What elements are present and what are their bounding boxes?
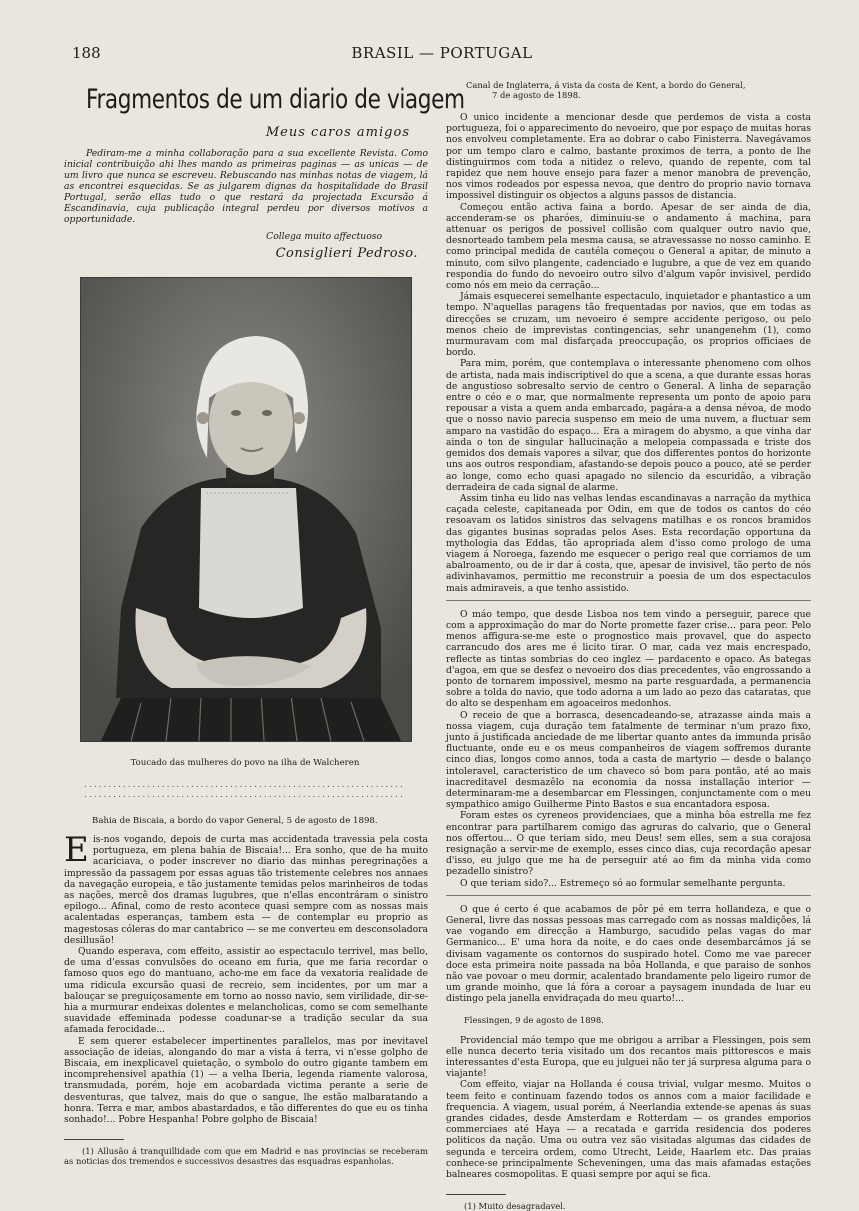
body-paragraph: Jámais esquecerei semelhante espectaculo, inquietador e phantastico a um tempo. N'aquellas paragens tão frequentadas por navios, que em todas as direcções se cruzam, um nevoeiro é sempre accidente perigoso, ou pelo menos cheio de imprevistas contingencias, sehr unangenehm (1), como murmuravam com mal disfarçada preoccupação, os proprios officiaes de bordo. xyxy=(446,291,811,359)
dateline-canal: Canal de Inglaterra, á vista da costa de Kent, a bordo do General, 7 de agosto de 1898. xyxy=(466,80,746,100)
dateline-biscaia: Bahia de Biscaia, a bordo do vapor General, 5 de agosto de 1898. xyxy=(92,816,378,826)
footnote: (1) Muito desagradavel. xyxy=(464,1201,566,1211)
separator-dots: .................................................................. xyxy=(84,780,405,790)
page-number: 188 xyxy=(72,44,101,62)
body-paragraph: Assim tinha eu lido nas velhas lendas escandinavas a narração da mythica caçada celeste, capitaneada por Odin, em que de todos os cantos do céo resoavam os latidos sinistros das selvagens matilhas e os roncos bramidos das gigantes businas sopradas pelos Ases. Esta recordação opportuna da mythologia das Eddas, tão apropriada alem d'isso como prologo de uma viagem á Noroega, fazendo me esquecer o perigo real que corriamos de um abalroamento, ou de ir dar á costa, que, apesar de invisivel, tão perto de nós adivinhavamos, permittio me reconstruir a poesia de um dos espectaculos mais admiraveis, a que tenho assistido. xyxy=(446,492,811,594)
drop-cap: E xyxy=(64,830,89,870)
article-title: Fragmentos de um diario de viagem xyxy=(86,84,465,115)
body-paragraph: Foram estes os cyreneos providenciaes, que a minha bôa estrella me fez encontrar para partilharem comigo das agruras do calvario, que o General nos offertou... O que teriam sido, meu Deus! sem elles, sem a sua corajosa resignação a servir-me de exemplo, esses cinco dias, cuja recordação apesar d'isso, eu julgo que me ha de perseguir até ao fim da minha vida como pezadello sinistro? xyxy=(446,810,811,878)
portrait-figure xyxy=(80,277,410,768)
body-paragraph: O que é certo é que acabamos de pôr pé em terra hollandeza, e que o General, livre das nossas pessoas mas carregado com as nossas maldições, lá vae vogando em direcção a Hamburgo, sacudido pelas vagas do mar Germanico... E' uma hora da noite, e do caes onde desembarcámos já se divisam vagamente os contornos do suspirado hotel. Como me vae parecer doce esta primeira noite passada na bôa Hollanda, e que paraiso de sonhos não vae povoar o meu dormir, acalentado brandamente pelo ligeiro rumor de um grande moinho, que lá fóra a coroar a paysagem inundada de luar eu distingo pela janella envidraçada do meu quarto!... xyxy=(446,903,811,1005)
section-divider xyxy=(446,895,811,896)
running-head: BRASIL — PORTUGAL xyxy=(351,44,533,62)
left-body-text xyxy=(64,830,428,1126)
body-paragraph: O receio de que a borrasca, desencadeando-se, atrazasse ainda mais a nossa viagem, cuja duração tem fatalmente de terminar n'um prazo fixo, junto á justificada anciedade de me libertar quanto antes da immunda prisão fluctuante, onde eu e os meus companheiros de viagem soffremos durante cinco dias, longos como annos, toda a casta de martyrio — desde o balanço intoleravel, caracteristico de um chaveco só bom para pontão, até ao mais inacreditavel desmazêlo na economia da nossa installação interior — determinaram-me a desembarcar em Flessingen, conjunctamente com o meu sympathico amigo Guilherme Pinto Bastos e sua encantadora esposa. xyxy=(446,709,811,811)
portrait-photo xyxy=(80,277,412,742)
body-paragraph: O unico incidente a mencionar desde que perdemos de vista a costa portugueza, foi o apparecimento do nevoeiro, que por espaço de muitas horas nos envolveu completamente. Era ao dobrar o cabo Finisterra. Navegávamos por um tempo claro e calmo, bastante proximos de terra, a ponto de lhe distinguirmos com toda a nitidez o relevo, quando de repente, com tal rapidez que nem houve ensejo para fazer a menor manobra de prevenção, nos vimos rodeados por espessa nevoa, que dentro do proprio navio tornava impossivel distinguir os objectos a alguns passos de distancia. xyxy=(446,112,811,202)
body-paragraph: Para mim, porém, que contemplava o interessante phenomeno com olhos de artista, nada mais indiscriptivel do que a scena, a que durante essas horas de angustioso sobresalto servio de centro o General. A linha de separação entre o céo e o mar, que normalmente representa um ponto de apoio para repousar a vista a quem anda embarcado, pagára-a a densa névoa, de modo que o nosso navio parecia suspenso em meio de uma nuvem, a fluctuar sem amparo na vastidão do espaço... Era a miragem do abysmo, a que vinha dar ainda o ton de singular hallucinação a melopeia compassada e triste dos gemidos dos demais vapores a silvar, que dos differentes pontos do horizonte uns aos outros respondiam, afastando-se depois pouco a pouco, até se perder ao longe, como echo quasi apagado no silencio da escuridão, a vibração derradeira de cada signal de alarme. xyxy=(446,358,811,493)
figure-caption: Toucado das mulheres do povo na ilha de Walcheren xyxy=(130,758,360,768)
body-paragraph: O que teriam sido?... Estremeço só ao formular semelhante pergunta. xyxy=(460,877,786,889)
right-column xyxy=(446,80,811,1211)
dateline-flessingen: Flessingen, 9 de agosto de 1898. xyxy=(464,1014,604,1025)
body-paragraph: Quando esperava, com effeito, assistir ao espectaculo terrivel, mas bello, de uma d'essas convulsões do oceano em furia, que me faria recordar o famoso quos ego do mantuano, acho-me em face da vexatoria realidade de uma ridicula excursão quasi de recreio, sem incidentes, por um mar a balouçar se preguiçosamente em torno ao nosso navio, sem virilidade, dir-se-hia a murmurar endeixas dolentes e melancholicas, como se com semelhante suavidade effeminada podesse coadunar-se a tradição secular da sua afamada ferocidade... xyxy=(64,946,428,1036)
section-divider xyxy=(446,600,811,601)
body-paragraph: Com effeito, viajar na Hollanda é cousa trivial, vulgar mesmo. Muitos o teem feito e continuam fazendo todos os annos com a maior facilidade e frequencia. A viagem, usual porém, á Neerlandia extende-se apenas ás suas grandes cidades, desde Amsterdam e Rotterdam — os grandes emporios commerciaes até Haya — a recatada e garrida residencia dos poderes politicos da nação. Uma ou outra vez são visitadas algumas das cidades de segunda e terceira ordem, como Utrecht, Leide, Haarlem etc. Das praias conhece-se principalmente Scheveningen, uma das mais afamadas estações balneares cosmopolitas. E quasi sempre por aqui se fica. xyxy=(446,1079,811,1181)
footnote-rule xyxy=(64,1139,124,1140)
signature: Consiglieri Pedroso. xyxy=(275,246,418,261)
salutation: Meus caros amigos xyxy=(265,125,410,140)
intro-paragraph: Pediram-me a minha collaboração para a sua excellente Revista. Como inicial contribuição ahi lhes mando as primeiras paginas — as unicas — de um livro que nunca se escreveu. Rebuscando nas minhas notas de viagem, lá as encontrei esquecidas. Se as julgarem dignas da hospitalidade do Brasil Portugal, serão ellas tudo o que restará da projectada Excursão á Escandinavia, cuja publicação integral perdeu por diversos motivos a opportunidade. xyxy=(64,148,428,225)
footnote-rule xyxy=(446,1194,506,1195)
body-paragraph: Providencial máo tempo que me obrigou a arribar a Flessingen, pois sem elle nunca decerto teria visitado um dos recantos mais pittorescos e mais interessantes d'esta Europa, que eu julguei não ter já surpresa alguma para o viajante! xyxy=(446,1034,811,1080)
opening-paragraph: Eis-nos vogando, depois de curta mas accidentada travessia pela costa portugueza, em plena bahia de Biscaia!... Era sonho, que de ha muito acariciava, o poder inscrever no diario das minhas peregrinações a impressão da passagem por essas aguas tão tristemente celebres nos annaes da navegação europeia, e tão justamente temidas pelos marinheiros de todas as nações, mercê dos dramas lugubres, que n'ellas encontráram o sinistro epilogo... Afinal, como de resto acontece quasi sempre com as nossas mais acalentadas esperanças, tambem esta — de contemplar eu proprio as magestosas cóleras do mar cantabrico — se me converteu em desconsoladora desillusão! xyxy=(64,830,428,946)
right-body-text xyxy=(446,112,811,1180)
body-paragraph: O máo tempo, que desde Lisboa nos tem vindo a perseguir, parece que com a approximação do mar do Norte promette fazer crise... para peor. Pelo menos affigura-se-me este o prognostico mais provavel, que do aspecto carrancudo dos ares me é licito tirar. O mar, cada vez mais encrespado, reflecte as tintas sombrias do ceo inglez — pardacento e opaco. As bategas d'agoa, em que se desfez o nevoeiro dos dias precedentes, vão engrossando a ponto de tornarem impossivel, mesmo na parte resguardada, a permanencia sobre a tolda do navio, que todo adorna a um lado ao pezo das cataratas, que do alto se despenham em agoaceiros medonhos. xyxy=(446,608,811,710)
page-header xyxy=(70,44,814,66)
body-paragraph: Começou então activa faina a bordo. Apesar de ser ainda de dia, accenderam-se os pharóes, diminuiu-se o andamento á machina, para attenuar os perigos de possivel collisão com qualquer outro navio que, desnorteado tambem pela mesma causa, se atravessasse no nosso caminho. E como principal medida de cautéla começou o General a apitar, de minuto a minuto, com silvo plangente, cadenciado e lugubre, a que de vez em quando respondia do fundo do nevoeiro outro silvo d'algum vapôr invisivel, perdido como nós em meio da cerração... xyxy=(446,201,811,292)
body-paragraph: E sem querer estabelecer impertinentes parallelos, mas por inevitavel associação de ideias, alongando do mar a vista á terra, vi n'esse golpho de Biscaia, em inexplicavel quietação, o symbolo do outro gigante tambem em incomprehensivel apathia (1) — a velha Iberia, legenda riamente valorosa, transmudada, porém, hoje em acobardada victima perante a serie de desventuras, que talvez, mais do que o sangue, lhe estão malbaratando a honra. Terra e mar, ambos abastardados, e tão differentes do que eu os tinha sonhado!... Pobre Hespanha! Pobre golpho de Biscaia! xyxy=(64,1035,428,1126)
footnote: (1) Allusão á tranquillidade com que em Madrid e nas provincias se receberam as noticias dos tremendos e successivos desastres das esquadras espanholas. xyxy=(64,1146,428,1167)
left-column xyxy=(64,80,465,1180)
signoff: Collega muito affectuoso xyxy=(266,231,382,242)
portrait-illustration xyxy=(81,278,411,741)
separator-dots: .................................................................. xyxy=(84,790,405,800)
